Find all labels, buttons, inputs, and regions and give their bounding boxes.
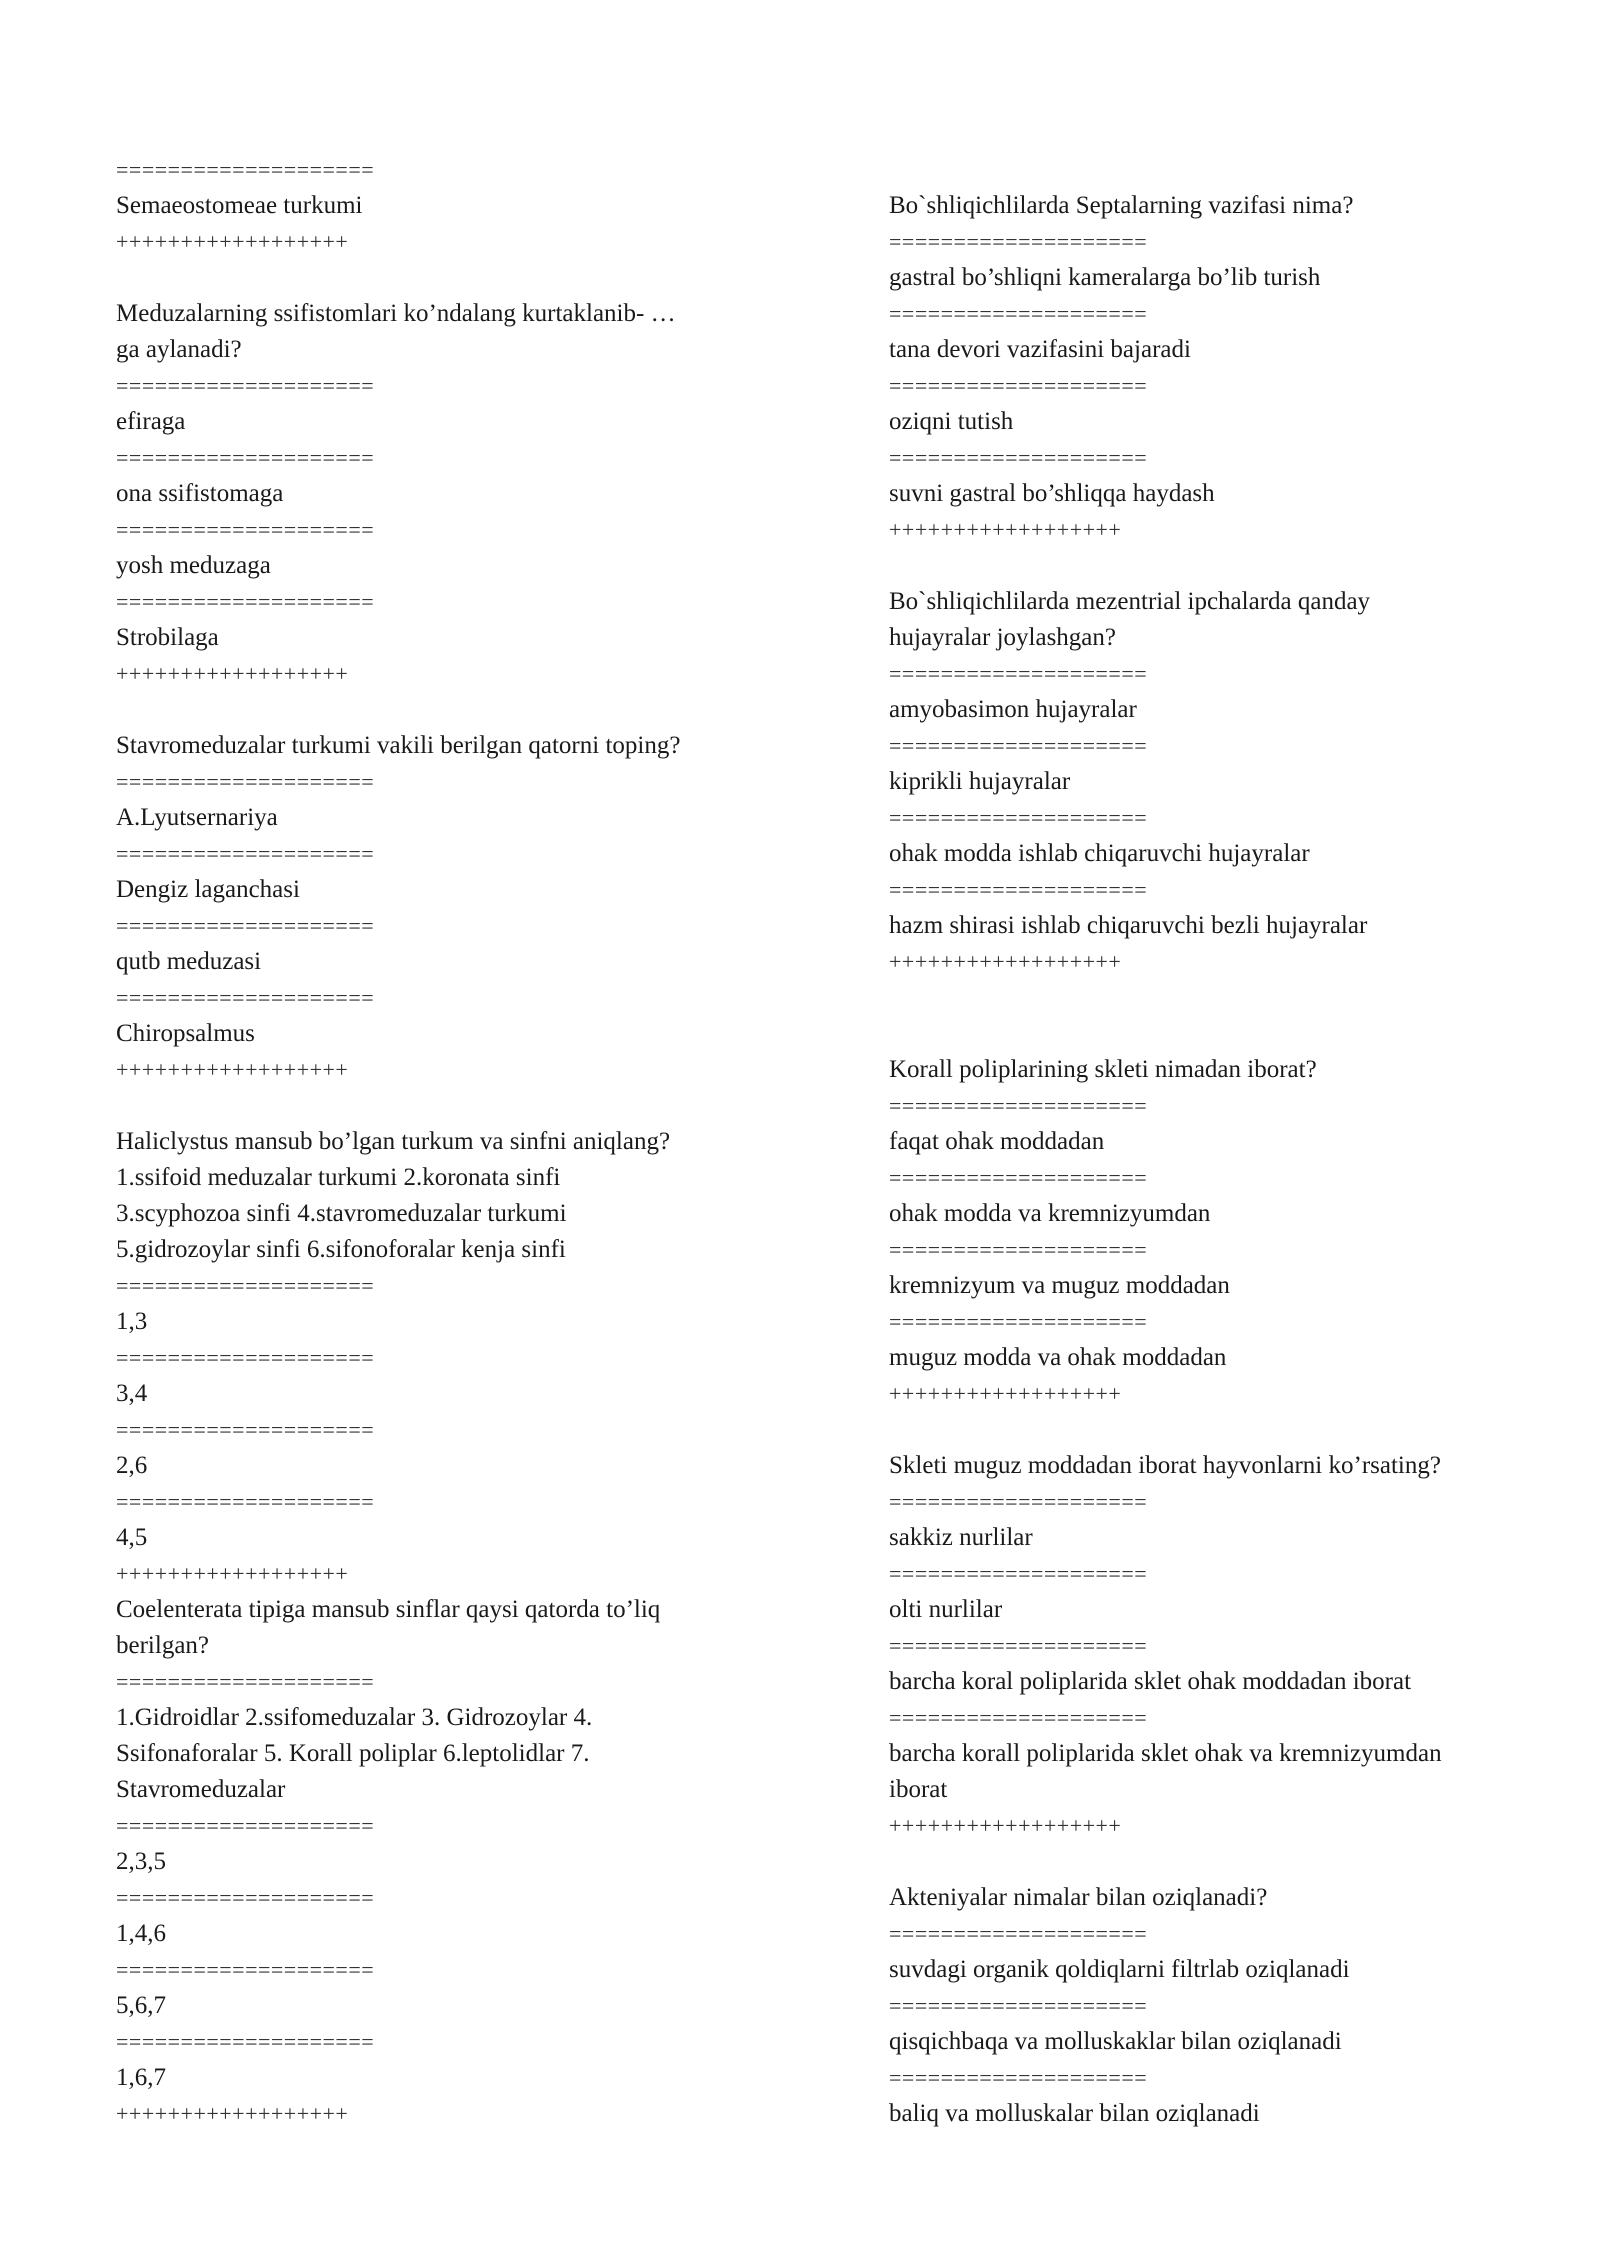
text-line: barcha korall poliplarida sklet ohak va kremnizyumdan: [889, 1740, 1442, 1767]
text-line: oziqni tutish: [889, 408, 1014, 435]
text-line: gastral bo’shliqni kameralarga bo’lib turish: [889, 264, 1321, 291]
text-line: amyobasimon hujayralar: [889, 696, 1137, 723]
blank-line: [889, 548, 1549, 584]
text-line: 5.gidrozoylar sinfi 6.sifonoforalar kenja sinfi: [116, 1236, 566, 1263]
text-line: sakkiz nurlilar: [889, 1524, 1033, 1551]
separator-line: ====================: [116, 589, 375, 614]
text-line: Chiropsalmus: [116, 1020, 255, 1047]
text-line: kiprikli hujayralar: [889, 768, 1071, 795]
separator-line: ====================: [889, 1705, 1148, 1730]
text-line: Dengiz laganchasi: [116, 876, 300, 903]
text-line: 1,6,7: [116, 2064, 166, 2091]
separator-line: ++++++++++++++++++: [889, 949, 1122, 974]
separator-line: ====================: [889, 1993, 1148, 2018]
text-line: qisqichbaqa va molluskaklar bilan oziqlanadi: [889, 2028, 1342, 2055]
text-line: faqat ohak moddadan: [889, 1128, 1105, 1155]
separator-line: ++++++++++++++++++: [889, 1381, 1122, 1406]
text-line: baliq va molluskalar bilan oziqlanadi: [889, 2100, 1260, 2127]
text-line: suvdagi organik qoldiqlarni filtrlab oziqlanadi: [889, 1956, 1350, 1983]
text-line: barcha koral poliplarida sklet ohak moddadan iborat: [889, 1668, 1412, 1695]
separator-line: ====================: [889, 1489, 1148, 1514]
text-line: Semaeostomeae turkumi: [116, 192, 363, 219]
separator-line: ====================: [889, 1921, 1148, 1946]
separator-line: ====================: [116, 1417, 375, 1442]
text-line: berilgan?: [116, 1632, 210, 1659]
text-line: hujayralar joylashgan?: [889, 624, 1116, 651]
text-line: ohak modda ishlab chiqaruvchi hujayralar: [889, 840, 1310, 867]
separator-line: ====================: [116, 1489, 375, 1514]
separator-line: ====================: [116, 1273, 375, 1298]
separator-line: ====================: [116, 1885, 375, 1910]
blank-line: [889, 1412, 1549, 1448]
separator-line: ====================: [889, 1561, 1148, 1586]
separator-line: ====================: [889, 1309, 1148, 1334]
text-line: Akteniyalar nimalar bilan oziqlanadi?: [889, 1884, 1268, 1911]
separator-line: ++++++++++++++++++: [116, 661, 349, 686]
separator-line: ====================: [116, 1957, 375, 1982]
text-line: Meduzalarning ssifistomlari ko’ndalang kurtaklanib- …: [116, 300, 676, 327]
separator-line: ====================: [116, 373, 375, 398]
separator-line: ++++++++++++++++++: [116, 229, 349, 254]
separator-line: ++++++++++++++++++: [889, 1813, 1122, 1838]
separator-line: ++++++++++++++++++: [116, 1561, 349, 1586]
right-column: [889, 188, 1549, 2132]
blank-line: [889, 1844, 1549, 1880]
text-line: A.Lyutsernariya: [116, 804, 278, 831]
text-line: olti nurlilar: [889, 1596, 1003, 1623]
blank-line: [889, 1016, 1549, 1052]
separator-line: ++++++++++++++++++: [116, 1057, 349, 1082]
text-line: 1,3: [116, 1308, 148, 1335]
text-line: Skleti muguz moddadan iborat hayvonlarni ko’rsating?: [889, 1452, 1441, 1479]
text-line: hazm shirasi ishlab chiqaruvchi bezli hujayralar: [889, 912, 1368, 939]
text-line: 1.Gidroidlar 2.ssifomeduzalar 3. Gidrozoylar 4.: [116, 1704, 593, 1731]
separator-line: ++++++++++++++++++: [116, 2101, 349, 2126]
separator-line: ====================: [116, 769, 375, 794]
separator-line: ====================: [116, 841, 375, 866]
separator-line: ====================: [116, 2029, 375, 2054]
separator-line: ====================: [116, 157, 375, 182]
text-line: Korall poliplarining skleti nimadan iborat?: [889, 1056, 1317, 1083]
blank-line: [116, 260, 776, 296]
text-line: 2,3,5: [116, 1848, 166, 1875]
text-line: ohak modda va kremnizyumdan: [889, 1200, 1211, 1227]
blank-line: [889, 980, 1549, 1016]
separator-line: ====================: [889, 445, 1148, 470]
text-line: Stavromeduzalar: [116, 1776, 286, 1803]
separator-line: ++++++++++++++++++: [889, 517, 1122, 542]
text-line: suvni gastral bo’shliqqa haydash: [889, 480, 1215, 507]
separator-line: ====================: [116, 985, 375, 1010]
separator-line: ====================: [889, 733, 1148, 758]
text-line: 3,4: [116, 1380, 148, 1407]
left-column: [116, 152, 776, 2132]
text-line: Haliclystus mansub bo’lgan turkum va sinfni aniqlang?: [116, 1128, 671, 1155]
separator-line: ====================: [889, 1093, 1148, 1118]
separator-line: ====================: [889, 877, 1148, 902]
separator-line: ====================: [116, 517, 375, 542]
text-line: 1.ssifoid meduzalar turkumi 2.koronata sinfi: [116, 1164, 561, 1191]
separator-line: ====================: [889, 1237, 1148, 1262]
text-line: 1,4,6: [116, 1920, 166, 1947]
separator-line: ====================: [889, 1633, 1148, 1658]
blank-line: [116, 692, 776, 728]
separator-line: ====================: [889, 301, 1148, 326]
text-line: ona ssifistomaga: [116, 480, 284, 507]
separator-line: ====================: [889, 805, 1148, 830]
text-line: Bo`shliqichlilarda mezentrial ipchalarda qanday: [889, 588, 1371, 615]
separator-line: ====================: [889, 661, 1148, 686]
text-line: 2,6: [116, 1452, 148, 1479]
separator-line: ====================: [889, 229, 1148, 254]
text-line: Ssifonaforalar 5. Korall poliplar 6.leptolidlar 7.: [116, 1740, 590, 1767]
blank-line: [116, 1088, 776, 1124]
text-line: tana devori vazifasini bajaradi: [889, 336, 1191, 363]
text-line: 3.scyphozoa sinfi 4.stavromeduzalar turkumi: [116, 1200, 567, 1227]
text-line: 4,5: [116, 1524, 148, 1551]
text-line: 5,6,7: [116, 1992, 166, 2019]
text-line: Bo`shliqichlilarda Septalarning vazifasi nima?: [889, 192, 1354, 219]
text-line: Coelenterata tipiga mansub sinflar qaysi qatorda to’liq: [116, 1596, 661, 1623]
text-line: qutb meduzasi: [116, 948, 262, 975]
text-line: efiraga: [116, 408, 186, 435]
separator-line: ====================: [889, 373, 1148, 398]
separator-line: ====================: [116, 913, 375, 938]
separator-line: ====================: [889, 1165, 1148, 1190]
text-line: Stavromeduzalar turkumi vakili berilgan qatorni toping?: [116, 732, 681, 759]
separator-line: ====================: [116, 1669, 375, 1694]
text-line: iborat: [889, 1776, 948, 1803]
separator-line: ====================: [116, 1813, 375, 1838]
text-line: ga aylanadi?: [116, 336, 242, 363]
text-line: Strobilaga: [116, 624, 219, 651]
text-line: yosh meduzaga: [116, 552, 271, 579]
text-line: kremnizyum va muguz moddadan: [889, 1272, 1230, 1299]
separator-line: ====================: [889, 2065, 1148, 2090]
separator-line: ====================: [116, 1345, 375, 1370]
text-line: muguz modda va ohak moddadan: [889, 1344, 1227, 1371]
separator-line: ====================: [116, 445, 375, 470]
